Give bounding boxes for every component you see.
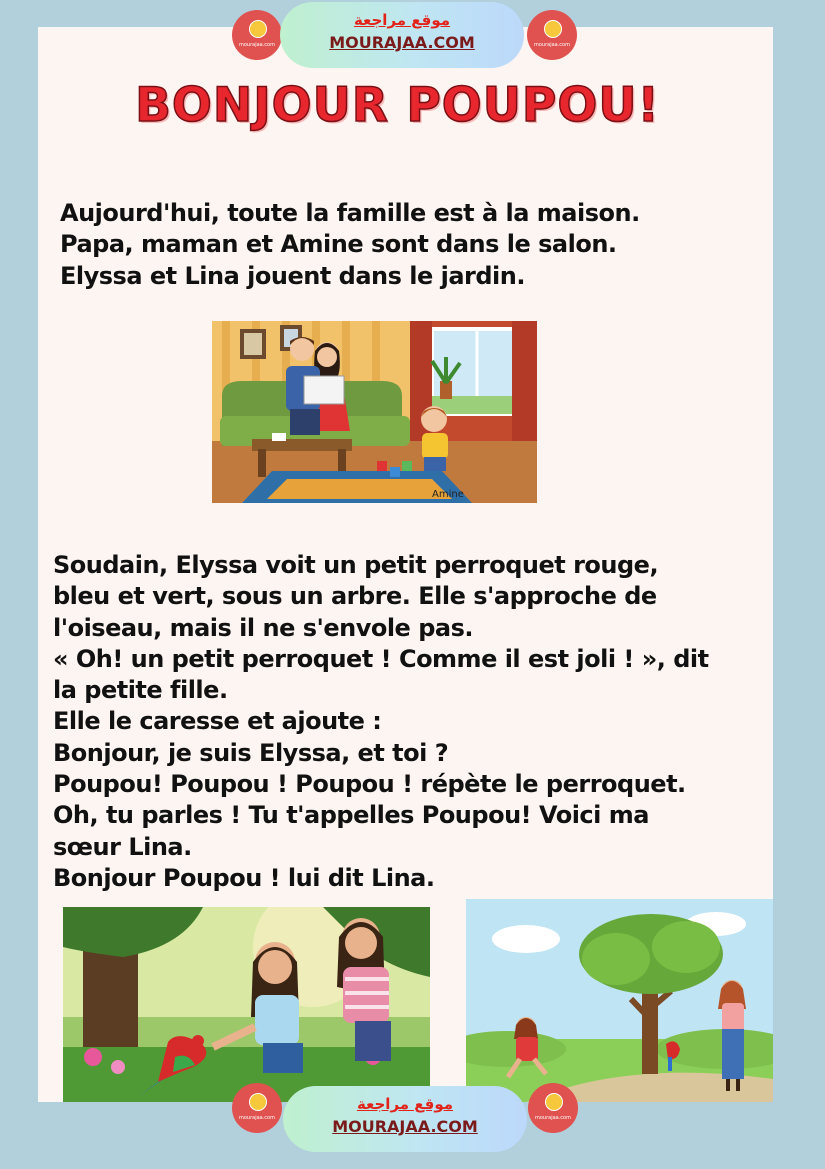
mourajaa-logo-icon: mourajaa.com: [527, 10, 577, 60]
site-name-arabic[interactable]: موقع مراجعة: [356, 1095, 454, 1113]
text-line: bleu et vert, sous un arbre. Elle s'approche de: [53, 582, 657, 611]
text-line: Poupou! Poupou ! Poupou ! répète le perroquet.: [53, 770, 686, 799]
text-line: Papa, maman et Amine sont dans le salon.: [60, 230, 617, 259]
story-paragraph-2: [53, 550, 793, 894]
site-name-arabic[interactable]: موقع مراجعة: [353, 11, 451, 29]
text-line: l'oiseau, mais il ne s'envole pas.: [53, 613, 473, 642]
mourajaa-logo-icon: mourajaa.com: [232, 10, 282, 60]
story-paragraph-1: [60, 198, 780, 292]
text-line: sœur Lina.: [53, 832, 192, 861]
site-link[interactable]: MOURAJAA.COM: [329, 33, 475, 52]
text-line: Elyssa et Lina jouent dans le jardin.: [60, 261, 525, 290]
family-image-caption: Amine: [432, 489, 464, 500]
text-line: la petite fille.: [53, 676, 228, 705]
site-link[interactable]: MOURAJAA.COM: [332, 1117, 478, 1136]
mourajaa-logo-icon: mourajaa.com: [232, 1083, 282, 1133]
text-line: Aujourd'hui, toute la famille est à la maison.: [60, 199, 640, 227]
mourajaa-logo-icon: mourajaa.com: [528, 1083, 578, 1133]
text-line: Oh, tu parles ! Tu t'appelles Poupou! Voici ma: [53, 801, 649, 830]
park-tree-illustration: [466, 899, 773, 1102]
text-line: Bonjour Poupou ! lui dit Lina.: [53, 863, 435, 892]
girls-with-parrot-illustration: [63, 907, 430, 1102]
site-banner-bottom[interactable]: [283, 1086, 527, 1152]
text-line: Soudain, Elyssa voit un petit perroquet rouge,: [53, 551, 659, 579]
text-line: Elle le caresse et ajoute :: [53, 707, 382, 736]
family-living-room-illustration: [212, 321, 537, 503]
story-title: BONJOUR POUPOU!: [135, 78, 660, 133]
text-line: « Oh! un petit perroquet ! Comme il est joli ! », dit: [53, 644, 709, 673]
site-banner-top[interactable]: [280, 2, 524, 68]
text-line: Bonjour, je suis Elyssa, et toi ?: [53, 738, 449, 767]
